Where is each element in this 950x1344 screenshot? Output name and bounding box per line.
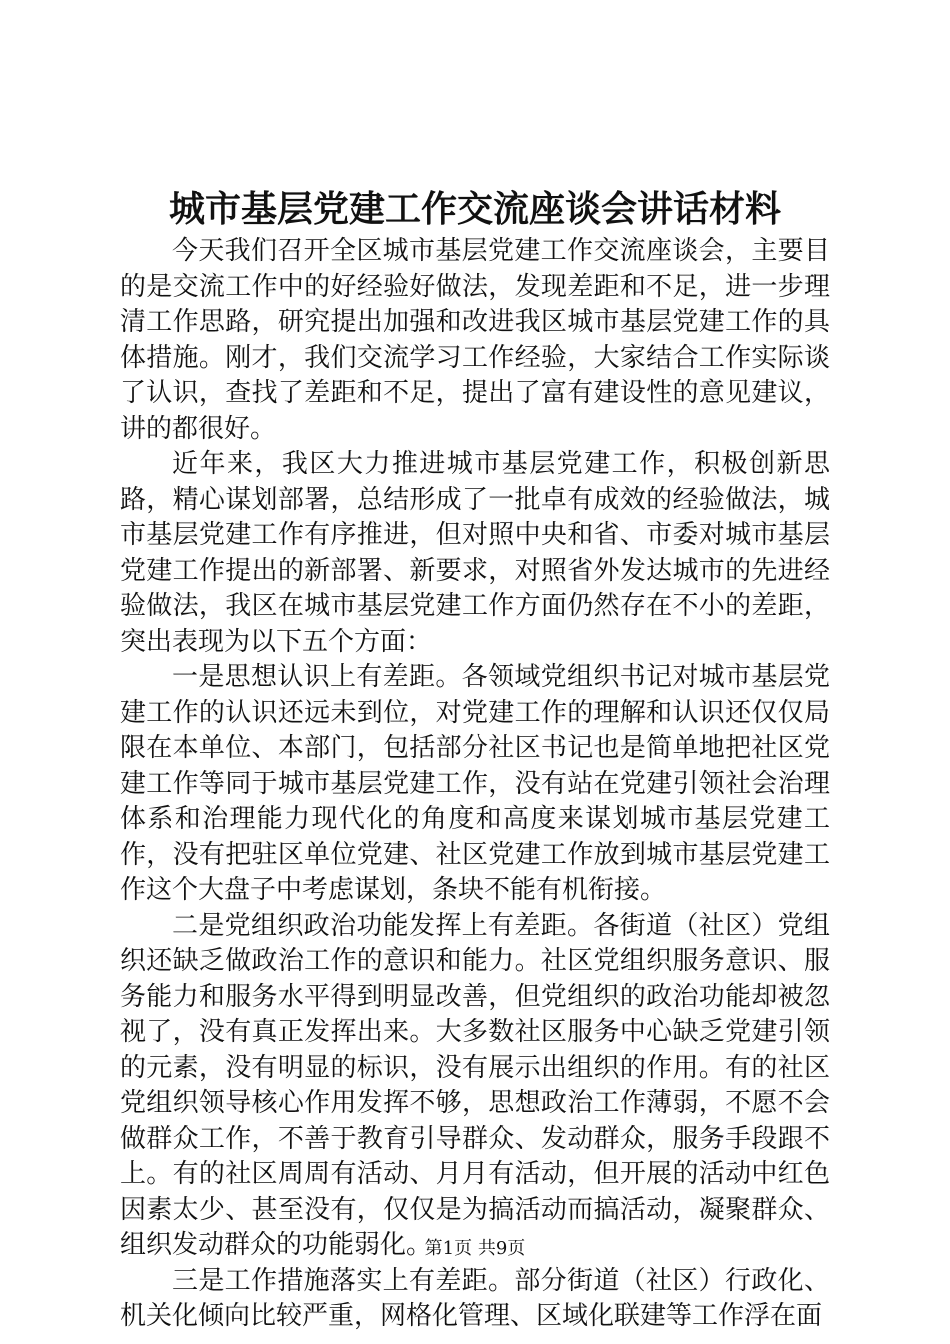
paragraph-overview: 近年来，我区大力推进城市基层党建工作，积极创新思路，精心谋划部署，总结形成了一批卓有成效的经验做法，城市基层党建工作有序推进，但对照中央和省、市委对城市基层党建工作提出的新部署、新要求，对照省外发达城市的先进经验做法，我区在城市基层党建工作方面仍然存在不小的差距，突出表现为以下五个方面： [120,449,830,657]
paragraph-intro: 今天我们召开全区城市基层党建工作交流座谈会，主要目的是交流工作中的好经验好做法，发现差距和不足，进一步理清工作思路，研究提出加强和改进我区城市基层党建工作的具体措施。刚才，我们交流学习工作经验，大家结合工作实际谈了认识，查找了差距和不足，提出了富有建设性的意见建议，讲的都很好。 [120,236,830,444]
paragraph-gap-three: 三是工作措施落实上有差距。部分街道（社区）行政化、机关化倾向比较严重，网格化管理、区域化联建等工作浮在面 [120,1265,830,1331]
document-title: 城市基层党建工作交流座谈会讲话材料 [168,188,781,230]
paragraph-gap-one: 一是思想认识上有差距。各领域党组织书记对城市基层党建工作的认识还远未到位，对党建工作的理解和认识还仅仅局限在本单位、本部门，包括部分社区书记也是简单地把社区党建工作等同于城市基层党建工作，没有站在党建引领社会治理体系和治理能力现代化的角度和高度来谋划城市基层党建工作，没有把驻区单位党建、社区党建工作放到城市基层党建工作这个大盘子中考虑谋划，条块不能有机衔接。 [120,662,830,905]
document-body [120,234,830,1335]
paragraph-gap-two: 二是党组织政治功能发挥上有差距。各街道（社区）党组织还缺乏做政治工作的意识和能力。社区党组织服务意识、服务能力和服务水平得到明显改善，但党组织的政治功能却被忽视了，没有真正发挥出来。大多数社区服务中心缺乏党建引领的元素，没有明显的标识，没有展示出组织的作用。有的社区党组织领导核心作用发挥不够，思想政治工作薄弱，不愿不会做群众工作，不善于教育引导群众、发动群众，服务手段跟不上。有的社区周周有活动、月月有活动，但开展的活动中红色因素太少、甚至没有，仅仅是为搞活动而搞活动，凝聚群众、组织发动群众的功能弱化。 [120,910,830,1260]
page-number-footer: 第1页 共9页 [424,1238,526,1259]
